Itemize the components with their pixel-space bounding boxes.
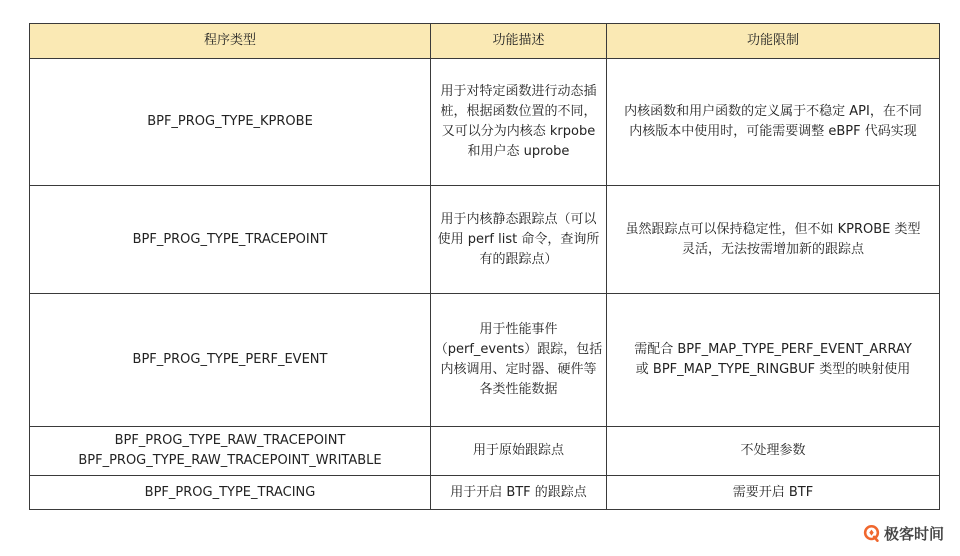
description-line: 和用户态 uprobe [467, 144, 570, 159]
limitation-cell [607, 476, 940, 510]
limitation-line: 需配合 BPF_MAP_TYPE_PERF_EVENT_ARRAY [634, 342, 912, 357]
table-row [30, 186, 940, 294]
table-header-row [30, 24, 940, 59]
header-limitation: 功能限制 [607, 24, 940, 59]
description-line: 桩，根据函数位置的不同， [440, 104, 597, 119]
description-line: 各类性能数据 [479, 382, 558, 397]
description-cell [431, 427, 607, 476]
program-type-name: BPF_PROG_TYPE_TRACING [144, 484, 316, 500]
brand-name: 极客时间 [883, 525, 944, 543]
limitation-cell [607, 186, 940, 294]
limitation-line: 灵活，无法按需增加新的跟踪点 [681, 241, 864, 257]
program-type-name: BPF_PROG_TYPE_PERF_EVENT [132, 352, 328, 367]
description-cell [431, 476, 607, 510]
geektime-logo-icon [863, 525, 880, 542]
description-line: 内核调用、定时器、硬件等 [440, 362, 597, 377]
description-line: 用于性能事件 [479, 322, 558, 337]
limitation-line: 或 BPF_MAP_TYPE_RINGBUF 类型的映射使用 [635, 362, 911, 377]
description-line: （perf_events）跟踪，包括 [434, 342, 603, 357]
limitation-cell [607, 427, 940, 476]
table-row [30, 476, 940, 510]
description-cell [431, 186, 607, 294]
header-description: 功能描述 [431, 24, 607, 59]
brand-watermark [863, 523, 944, 544]
limitation-line: 虽然跟踪点可以保持稳定性，但不如 KPROBE 类型 [625, 221, 921, 237]
description-line: 用于开启 BTF 的跟踪点 [450, 484, 587, 500]
description-line: 又可以分为内核态 krpobe [441, 124, 596, 139]
program-type-name: BPF_PROG_TYPE_KPROBE [147, 114, 313, 129]
program-type-table [29, 23, 940, 510]
limitation-line: 内核函数和用户函数的定义属于不稳定 API，在不同 [624, 104, 922, 119]
description-line: 用于内核静态跟踪点（可以 [440, 211, 597, 227]
limitation-line: 内核版本中使用时，可能需要调整 eBPF 代码实现 [629, 124, 917, 139]
program-type-cell [30, 186, 431, 294]
limitation-cell [607, 294, 940, 427]
program-type-name: BPF_PROG_TYPE_RAW_TRACEPOINT [114, 433, 346, 448]
table-row [30, 427, 940, 476]
description-line: 用于原始跟踪点 [472, 443, 564, 458]
program-type-cell [30, 476, 431, 510]
header-program-type: 程序类型 [30, 24, 431, 59]
description-line: 使用 perf list 命令，查询所 [437, 231, 600, 247]
table-row [30, 59, 940, 186]
limitation-line: 不处理参数 [740, 443, 806, 458]
program-type-cell [30, 294, 431, 427]
limitation-line: 需要开启 BTF [732, 484, 814, 500]
description-cell [431, 294, 607, 427]
description-line: 有的跟踪点） [479, 251, 558, 267]
program-type-cell [30, 59, 431, 186]
limitation-cell [607, 59, 940, 186]
program-type-name: BPF_PROG_TYPE_TRACEPOINT [132, 231, 328, 247]
program-type-cell [30, 427, 431, 476]
description-line: 用于对特定函数进行动态插 [440, 84, 597, 99]
description-cell [431, 59, 607, 186]
program-type-name: BPF_PROG_TYPE_RAW_TRACEPOINT_WRITABLE [78, 453, 382, 468]
table-row [30, 294, 940, 427]
